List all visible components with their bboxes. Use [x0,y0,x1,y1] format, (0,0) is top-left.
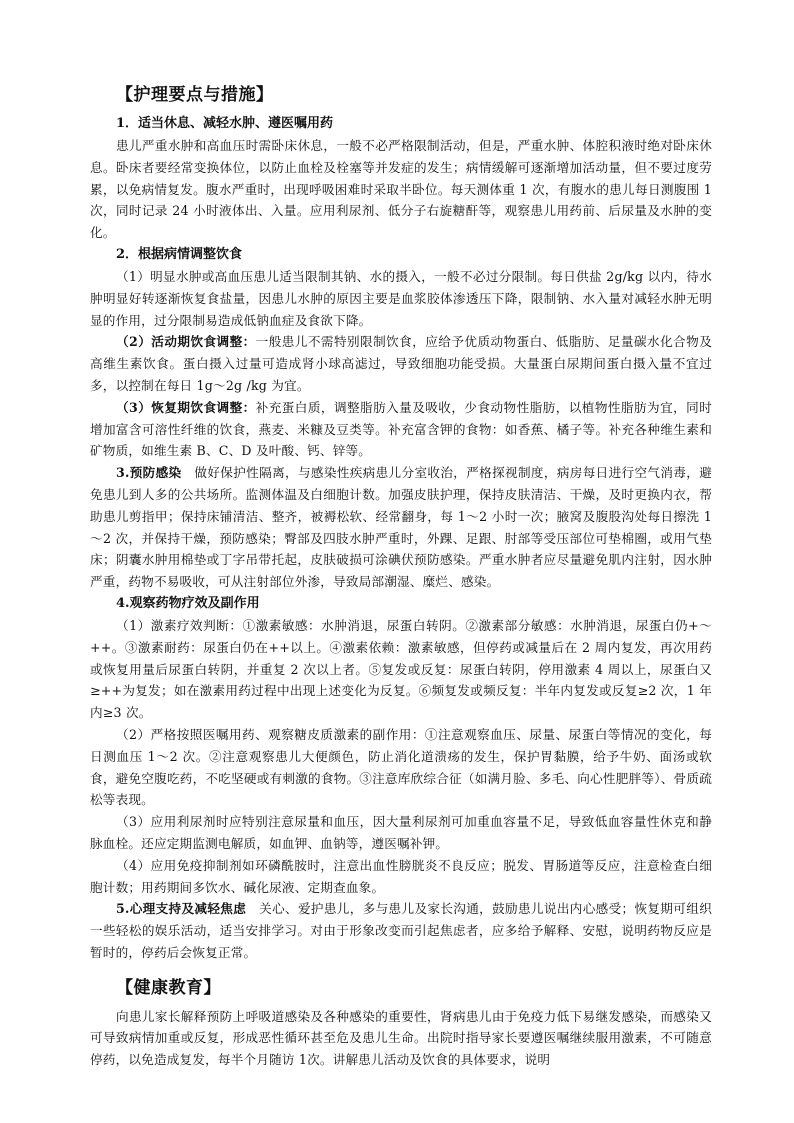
paragraph-psych [90,898,712,963]
paragraph-infection [90,462,712,593]
subheading-diet: 2．根据病情调整饮食 [116,246,243,262]
section-title-nursing: 【护理要点与措施】 [116,85,274,105]
document-page [90,83,712,1071]
paragraph-diet-2 [90,331,712,396]
paragraph-diet-1: （1）明显水肿或高血压患儿适当限制其钠、水的摄入，一般不必过分限制。每日供盐 2g/kg 以内，待水肿明显好转逐渐恢复食盐量，因患儿水肿的原因主要是血浆胶体渗透压下降，限制钠、水入量对减轻水肿无明显的作用，过分限制易造成低钠血症及食欲下降。 [90,268,712,328]
paragraph-rest: 患儿严重水肿和高血压时需卧床休息，一般不必严格限制活动，但是，严重水肿、体腔积液时绝对卧床休息。卧床者要经常变换体位，以防止血栓及栓塞等并发症的发生；病情缓解可逐渐增加活动量，但不要过度劳累，以免病情复发。腹水严重时，出现呼吸困难时采取半卧位。每天测体重 1 次，有腹水的患儿每日测腹围 1 次，同时记录 24 小时液体出、入量。应用利尿剂、低分子右旋糖酐等，观察患儿用药前、后尿量及水肿的变化。 [90,138,712,241]
paragraph-drugs-4: （4）应用免疫抑制剂如环磷酰胺时，注意出血性膀胱炎不良反应；脱发、胃肠道等反应，注意检查白细胞计数；用药期间多饮水、碱化尿液、定期查血象。 [90,857,712,895]
lead-recovery-diet: （3）恢复期饮食调整： [116,399,256,415]
paragraph-diet-3 [90,397,712,462]
section-title-education: 【健康教育】 [116,977,221,998]
text-infection: 做好保护性隔离，与感染性疾病患儿分室收治，严格探视制度，病房每日进行空气消毒，避免患儿到人多的公共场所。监测体温及白细胞计数。加强皮肤护理，保持皮肤清洁、干燥，及时更换内衣，帮助患儿剪指甲；保持床铺清洁、整齐，被褥松软、经常翻身，每 1～2 小时一次；腋窝及腹股沟处每日擦洗 1～2 次，并保持干燥，预防感染；臀部及四肢水肿严重时，外踝、足跟、肘部等受压部位可垫棉圈，或用气垫床；阴囊水肿用棉垫或丁字吊带托起，皮肤破损可涂碘伏预防感染。严重水肿者应尽量避免肌内注射，因水肿严重，药物不易吸收，可从注射部位外渗，导致局部潮湿、糜烂、感染。 [90,465,712,590]
subheading-rest: 1．适当休息、减轻水肿、遵医嘱用药 [116,116,334,131]
text-active-diet: 一般患儿不需特别限制饮食，应给予优质动物蛋白、低脂肪、足量碳水化合物及高维生素饮食。蛋白摄入过量可造成肾小球高滤过，导致细胞功能受损。大量蛋白尿期间蛋白摄入量不宜过多，以控制在每日 1g～2g /kg 为宜。 [90,334,713,393]
text-recovery-diet: 补充蛋白质，调整脂肪入量及吸收，少食动物性脂肪，以植物性脂肪为宜，同时增加富含可溶性纤维的饮食，燕麦、米糠及豆类等。补充富含钾的食物：如香蕉、橘子等。补充各种维生素和矿物质，如维生素 B、C、D 及叶酸、钙、锌等。 [90,399,713,459]
paragraph-drugs-2: （2）严格按照医嘱用药、观察糖皮质激素的副作用：①注意观察血压、尿量、尿蛋白等情况的变化，每日测血压 1～2 次。②注意观察患儿大便颜色，防止消化道溃疡的发生，保护胃黏膜，给予牛奶、面汤或软食，避免空腹吃药，不吃坚硬或有刺激的食物。③注意库欣综合征（如满月脸、多毛、向心性肥胖等）、骨质疏松等表现。 [90,726,712,808]
paragraph-drugs-3: （3）应用利尿剂时应特别注意尿量和血压，因大量利尿剂可加重血容量不足，导致低血容量性休克和静脉血栓。还应定期监测电解质，如血钾、血钠等，遵医嘱补钾。 [90,814,712,851]
section-spacer [90,964,712,976]
lead-infection: 3.预防感染 [116,465,182,481]
lead-psych: 5.心理支持及减轻焦虑 [116,901,247,917]
paragraph-drugs-1: （1）激素疗效判断：①激素敏感：水肿消退，尿蛋白转阴。②激素部分敏感：水肿消退，尿蛋白仍+～++。③激素耐药：尿蛋白仍在++以上。④激素依赖：激素敏感，但停药或减量后在 2 周内复发，再次用药或恢复用量后尿蛋白转阴，并重复 2 次以上者。⑤复发或反复：尿蛋白转阴，停用激素 4 周以上，尿蛋白又≥++为复发；如在激素用药过程中出现上述变化为反复。⑥频复发或频反复：半年内复发或反复≥2 次，1 年内≥3 次。 [90,617,712,721]
subheading-drugs: 4.观察药物疗效及副作用 [116,595,260,611]
text-psych: 关心、爱护患儿，多与患儿及家长沟通，鼓励患儿说出内心感受；恢复期可组织一些轻松的娱乐活动，适当安排学习。对由于形象改变而引起焦虑者，应多给予解释、安慰，说明药物反应是暂时的，停药后会恢复正常。 [90,901,712,960]
lead-active-diet: （2）活动期饮食调整： [116,334,256,350]
paragraph-education: 向患儿家长解释预防上呼吸道感染及各种感染的重要性，肾病患儿由于免疫力低下易继发感染，而感染又可导致病情加重或反复，形成恶性循环甚至危及患儿生命。出院时指导家长要遵医嘱继续服用激素，不可随意停药，以免造成复发，每半个月随访 1次。讲解患儿活动及饮食的具体要求，说明 [90,1008,712,1068]
